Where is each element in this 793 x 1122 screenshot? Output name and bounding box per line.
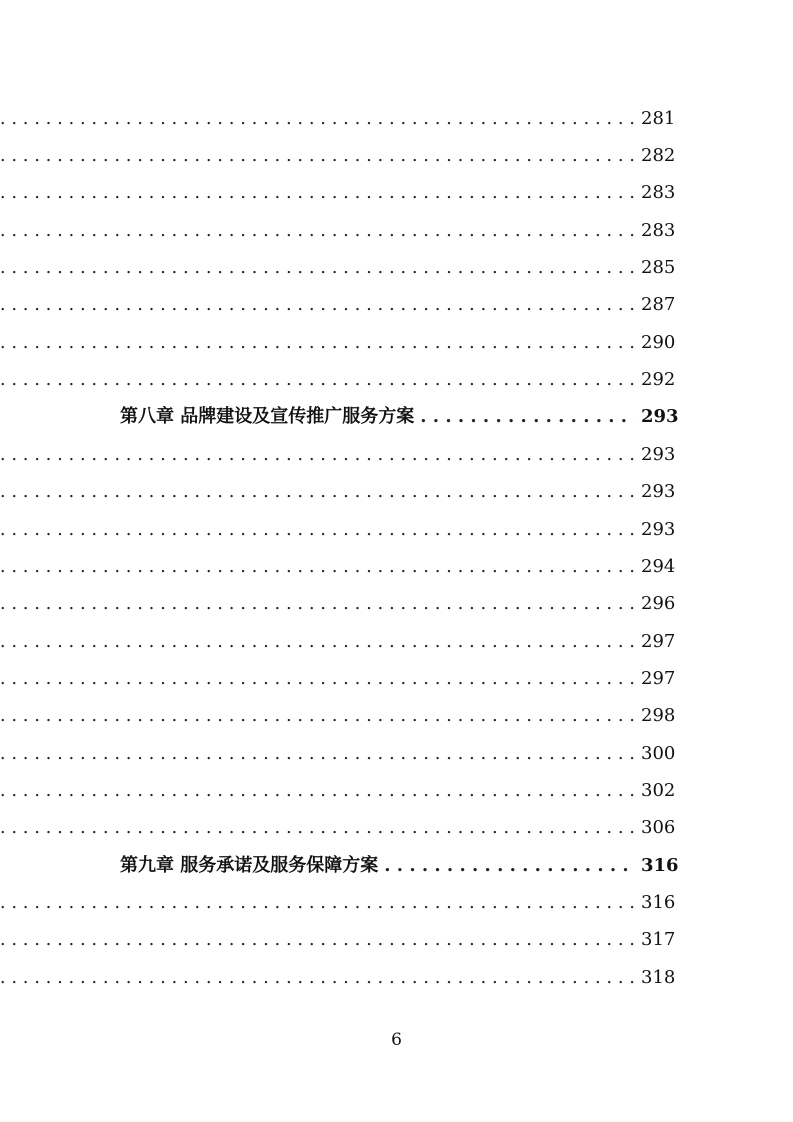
- toc-entry-page: 318: [641, 967, 676, 988]
- toc-entry[interactable]: [0, 361, 676, 398]
- toc-dot-leader: [0, 324, 635, 361]
- toc-entry[interactable]: [0, 511, 676, 548]
- toc-entry[interactable]: [0, 473, 676, 510]
- toc-entry[interactable]: [0, 324, 676, 361]
- toc-dot-leader: [0, 623, 635, 660]
- toc-entry[interactable]: [0, 100, 676, 137]
- toc-entry-page: 298: [641, 705, 676, 726]
- toc-entry[interactable]: [0, 884, 676, 921]
- toc-entry[interactable]: [0, 137, 676, 174]
- toc-dot-leader: [0, 884, 635, 921]
- toc-entry-page: 293: [641, 406, 679, 427]
- toc-entry[interactable]: [0, 174, 676, 211]
- toc-entry-page: 293: [641, 444, 676, 465]
- toc-entry-label: 第八章 品牌建设及宣传推广服务方案: [120, 406, 415, 427]
- toc-entry-page: 281: [641, 108, 676, 129]
- toc-entry-page: 292: [641, 369, 676, 390]
- toc-entry[interactable]: [0, 623, 676, 660]
- toc-dot-leader: [0, 772, 635, 809]
- toc-dot-leader: [0, 100, 635, 137]
- toc-dot-leader: [0, 361, 635, 398]
- toc-dot-leader: [0, 436, 635, 473]
- toc-dot-leader: [420, 398, 635, 435]
- toc-dot-leader: [0, 212, 635, 249]
- toc-entry-page: 296: [641, 593, 676, 614]
- toc-entry[interactable]: [0, 436, 676, 473]
- toc-dot-leader: [0, 660, 635, 697]
- toc-entry[interactable]: [0, 249, 676, 286]
- page-number: 6: [391, 1030, 402, 1050]
- toc-dot-leader: [0, 286, 635, 323]
- toc-dot-leader: [384, 847, 635, 884]
- toc-entry-page: 283: [641, 220, 676, 241]
- toc-entry-page: 287: [641, 294, 676, 315]
- toc-entry-page: 297: [641, 631, 676, 652]
- toc-entry-page: 282: [641, 145, 676, 166]
- toc-dot-leader: [0, 249, 635, 286]
- toc-entry-page: 283: [641, 182, 676, 203]
- toc-entry[interactable]: [0, 585, 676, 622]
- toc-entry[interactable]: [0, 548, 676, 585]
- toc-entry-page: 317: [641, 929, 676, 950]
- toc-entry-page: 285: [641, 257, 676, 278]
- toc-entry[interactable]: [0, 921, 676, 958]
- toc-entry[interactable]: [0, 959, 676, 996]
- toc-entry[interactable]: [0, 735, 676, 772]
- toc-entry[interactable]: [0, 660, 676, 697]
- toc-entry[interactable]: [0, 809, 676, 846]
- toc-entry-page: 294: [641, 556, 676, 577]
- toc-entry-page: 290: [641, 332, 676, 353]
- toc-dot-leader: [0, 137, 635, 174]
- toc-entry[interactable]: [0, 772, 676, 809]
- toc-entry[interactable]: [0, 697, 676, 734]
- toc-dot-leader: [0, 548, 635, 585]
- toc-chapter-entry[interactable]: [120, 398, 679, 435]
- toc-entry-label: 第九章 服务承诺及服务保障方案: [120, 855, 379, 876]
- toc-entry-page: 297: [641, 668, 676, 689]
- toc-dot-leader: [0, 735, 635, 772]
- toc-chapter-entry[interactable]: [120, 847, 679, 884]
- toc-entry[interactable]: [0, 212, 676, 249]
- toc-entry-page: 306: [641, 817, 676, 838]
- toc-entry-page: 302: [641, 780, 676, 801]
- toc-dot-leader: [0, 473, 635, 510]
- toc-dot-leader: [0, 585, 635, 622]
- toc-dot-leader: [0, 174, 635, 211]
- toc-entry[interactable]: [0, 286, 676, 323]
- toc-entry-page: 300: [641, 743, 676, 764]
- toc-dot-leader: [0, 959, 635, 996]
- toc-dot-leader: [0, 511, 635, 548]
- toc-entry-page: 316: [641, 892, 676, 913]
- toc-entry-page: 293: [641, 481, 676, 502]
- toc-entry-page: 316: [641, 855, 679, 876]
- toc-dot-leader: [0, 921, 635, 958]
- toc-entry-page: 293: [641, 519, 676, 540]
- toc-dot-leader: [0, 809, 635, 846]
- toc-dot-leader: [0, 697, 635, 734]
